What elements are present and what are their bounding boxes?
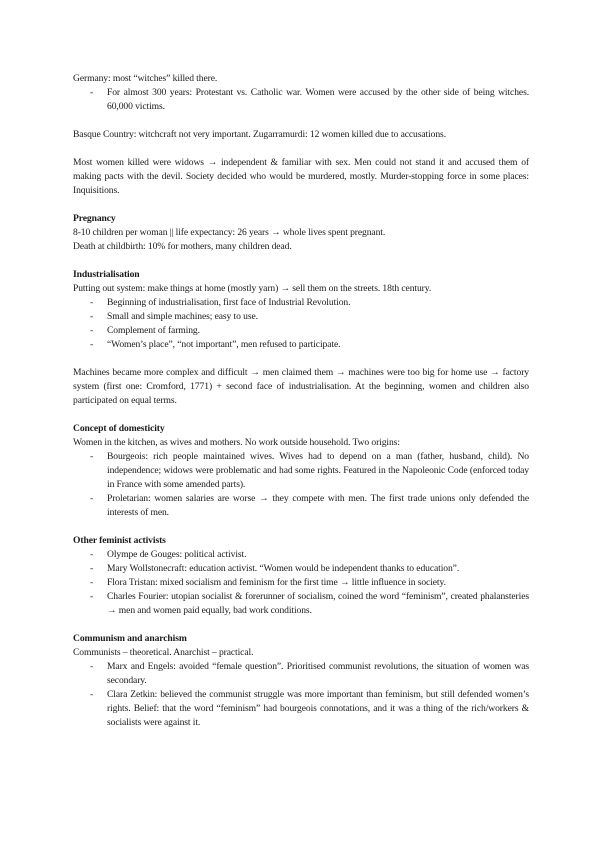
- industrialisation-paragraph: Machines became more complex and difficult → men claimed them → machines were too big for home use → factory system (first one: Cromford, 1771) + second face of industrialisation. At the beginning, women and children also participated on equal terms.: [73, 367, 529, 406]
- industrialisation-intro: Putting out system: make things at home (mostly yarn) → sell them on the streets. 18th century.: [73, 283, 432, 294]
- germany-intro: Germany: most “witches” killed there.: [73, 73, 218, 84]
- list-item: - Complement of farming.: [73, 324, 529, 338]
- list-item: - Clara Zetkin: believed the communist struggle was more important than feminism, but still defended women’s rights. Belief: that the word “feminism” had bourgeois connotations, and it was a thing of the rich/workers & socialists were against it.: [73, 688, 529, 730]
- section-heading-pregnancy: Pregnancy: [73, 213, 116, 224]
- industrialisation-list: [73, 296, 529, 352]
- list-item: - Flora Tristan: mixed socialism and feminism for the first time → little influence in society.: [73, 576, 529, 590]
- germany-list: [73, 86, 529, 114]
- pregnancy-line: 8-10 children per woman || life expectancy: 26 years → whole lives spent pregnant.: [73, 227, 386, 238]
- list-item: - Small and simple machines; easy to use.: [73, 310, 529, 324]
- list-item: - Charles Fourier: utopian socialist & forerunner of socialism, coined the word “feminism”, created phalansteries → men and women paid equally, bad work conditions.: [73, 590, 529, 618]
- list-item: - “Women’s place”, “not important”, men refused to participate.: [73, 338, 529, 352]
- list-item: - Proletarian: women salaries are worse → they compete with men. The first trade unions only defended the interests of men.: [73, 492, 529, 520]
- list-item: - Marx and Engels: avoided “female question”. Prioritised communist revolutions, the situation of women was secondary.: [73, 660, 529, 688]
- document-page: [73, 72, 529, 730]
- section-heading-activists: Other feminist activists: [73, 535, 166, 546]
- section-heading-communism: Communism and anarchism: [73, 633, 187, 644]
- basque-paragraph: Basque Country: witchcraft not very important. Zugarramurdi: 12 women killed due to accusations.: [73, 129, 446, 140]
- domesticity-list: [73, 450, 529, 520]
- communism-list: [73, 660, 529, 730]
- section-heading-industrialisation: Industrialisation: [73, 269, 140, 280]
- widows-paragraph: Most women killed were widows → independent & familiar with sex. Men could not stand it and accused them of making pacts with the devil. Society decided who would be murdered, mostly. Murder-stopping force in some places: Inquisitions.: [73, 157, 529, 196]
- list-item: - Olympe de Gouges: political activist.: [73, 548, 529, 562]
- list-item: - For almost 300 years: Protestant vs. Catholic war. Women were accused by the other side of being witches. 60,000 victims.: [73, 86, 529, 114]
- activists-list: [73, 548, 529, 618]
- list-item: - Bourgeois: rich people maintained wives. Wives had to depend on a man (father, husband, child). No independence; widows were problematic and had some rights. Featured in the Napoleonic Code (enforced today in France with some amended parts).: [73, 450, 529, 492]
- section-heading-domesticity: Concept of domesticity: [73, 423, 165, 434]
- domesticity-intro: Women in the kitchen, as wives and mothers. No work outside household. Two origins:: [73, 437, 400, 448]
- pregnancy-line: Death at childbirth: 10% for mothers, many children dead.: [73, 241, 292, 252]
- communism-intro: Communists – theoretical. Anarchist – practical.: [73, 647, 254, 658]
- list-item: - Beginning of industrialisation, first face of Industrial Revolution.: [73, 296, 529, 310]
- list-item: - Mary Wollstonecraft: education activist. “Women would be independent thanks to education”.: [73, 562, 529, 576]
